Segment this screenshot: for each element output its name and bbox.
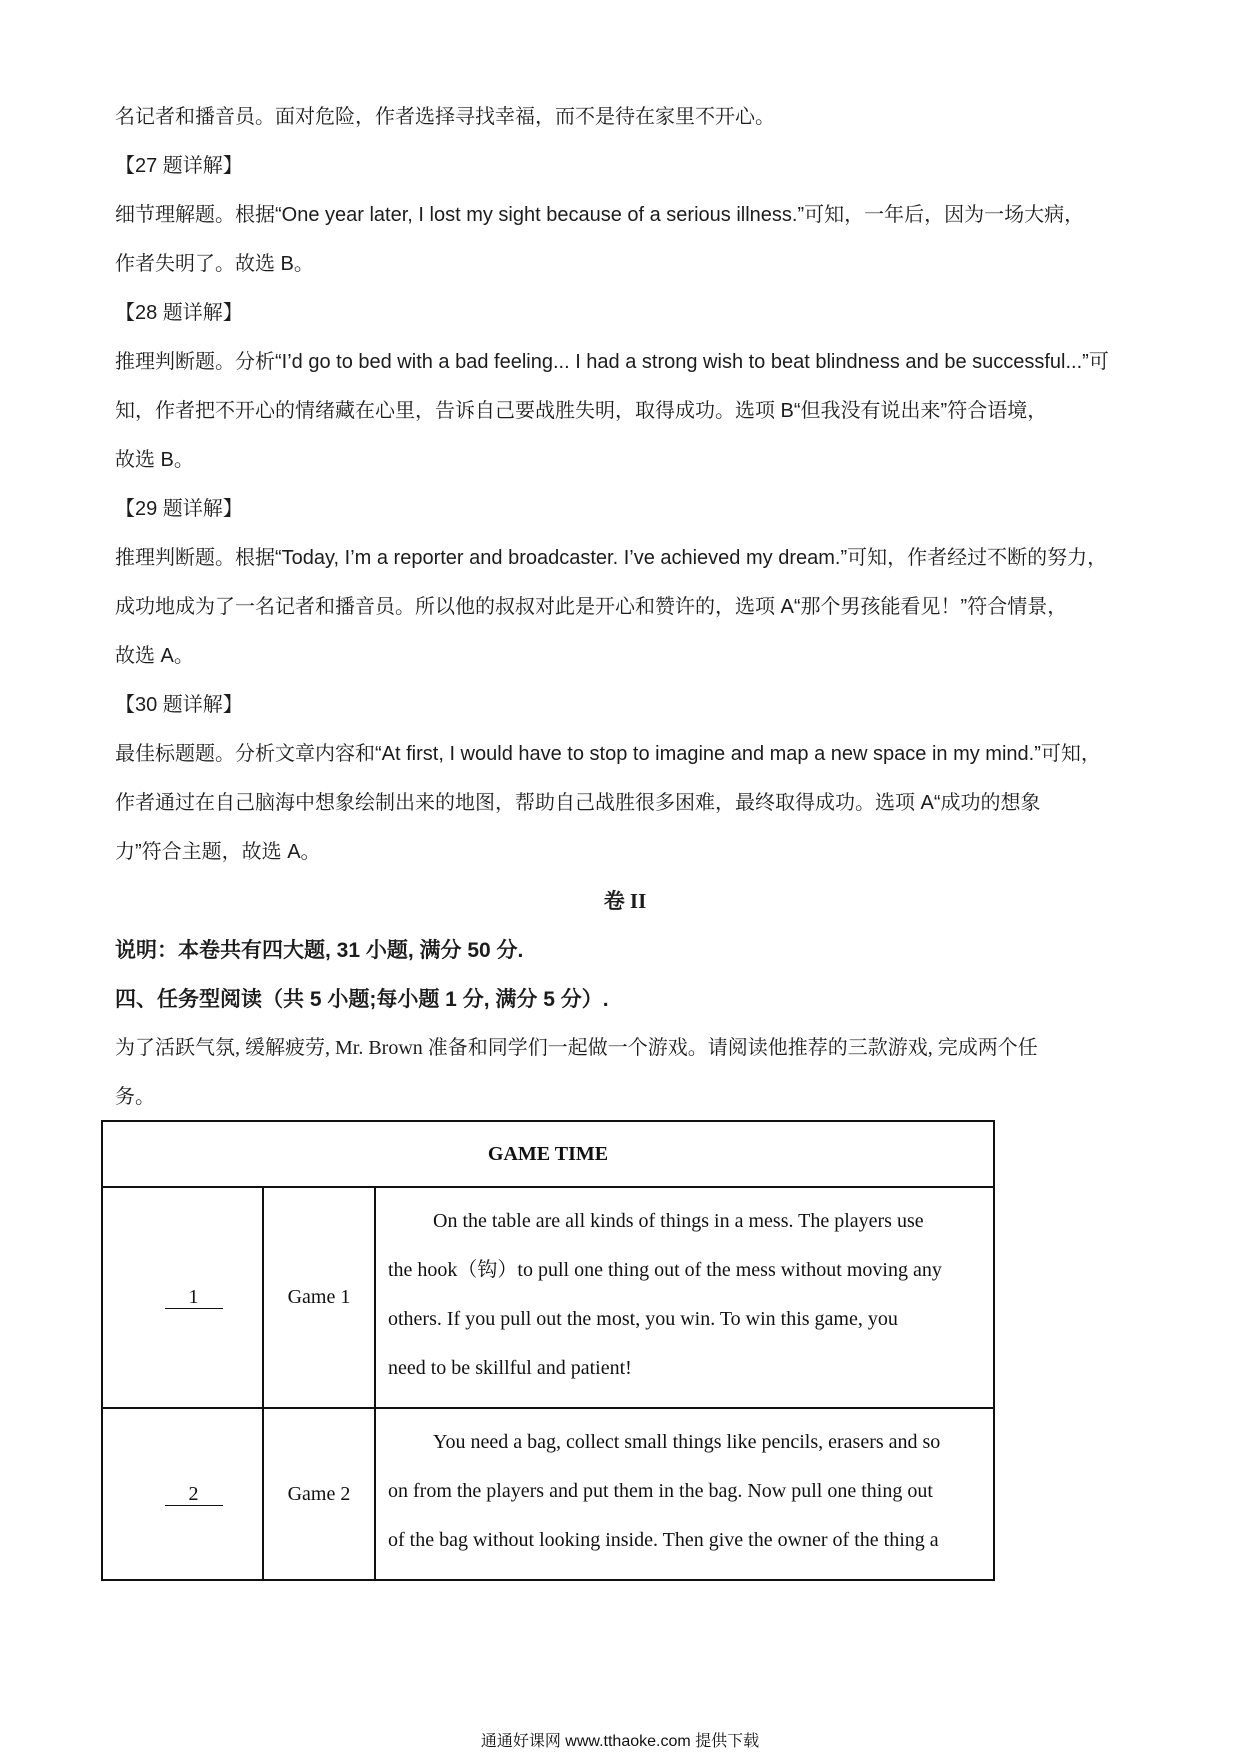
- game-row-2: [102, 1408, 994, 1580]
- answer-blank-1: 1: [165, 1286, 223, 1309]
- explanation-30-line-3: 力”符合主题，故选 A。: [115, 841, 321, 863]
- page-footer: 通通好课网 www.tthaoke.com 提供下载: [480, 1733, 760, 1750]
- game-2-description-line-1: You need a bag, collect small things like pencils, erasers and so: [433, 1431, 941, 1453]
- explanation-heading-29: 【29 题详解】: [115, 498, 243, 520]
- game-1-description-line-1: On the table are all kinds of things in a mess. The players use: [433, 1210, 924, 1232]
- game-name-2: Game 2: [263, 1408, 375, 1580]
- section-title: 卷 II: [603, 889, 647, 913]
- game-table-title: GAME TIME: [102, 1121, 994, 1187]
- game-row-1: [102, 1187, 994, 1408]
- answer-blank-2: 2: [165, 1483, 223, 1506]
- game-1-description-line-3: others. If you pull out the most, you win. To win this game, you: [388, 1308, 898, 1330]
- continued-answer-line: 名记者和播音员。面对危险，作者选择寻找幸福，而不是待在家里不开心。: [115, 106, 775, 128]
- explanation-heading-30: 【30 题详解】: [115, 694, 243, 716]
- explanation-heading-27: 【27 题详解】: [115, 155, 243, 177]
- explanation-heading-28: 【28 题详解】: [115, 302, 243, 324]
- answer-explanations: [115, 93, 1135, 1122]
- explanation-28-line-2: 知，作者把不开心的情绪藏在心里，告诉自己要战胜失明，取得成功。选项 B“但我没有说出来”符合语境，: [115, 400, 1048, 422]
- game-1-description-line-2: the hook（钩）to pull one thing out of the mess without moving any: [388, 1259, 942, 1281]
- explanation-27-line-2: 作者失明了。故选 B。: [115, 253, 314, 275]
- game-1-description-line-4: need to be skillful and patient!: [388, 1357, 632, 1379]
- game-description-2: [375, 1408, 994, 1580]
- game-description-1: [375, 1187, 994, 1408]
- part-four-heading: 四、任务型阅读（共 5 小题;每小题 1 分, 满分 5 分）.: [115, 988, 609, 1011]
- game-name-1: Game 1: [263, 1187, 375, 1408]
- game-table-header-row: [102, 1121, 994, 1187]
- explanation-30-line-1: 最佳标题题。分析文章内容和“At first, I would have to stop to imagine and map a new space in my mind.”可知，: [115, 743, 1101, 765]
- explanation-29-line-1: 推理判断题。根据“Today, I’m a reporter and broadcaster. I’ve achieved my dream.”可知，作者经过不断的努力，: [115, 547, 1108, 569]
- game-table: [101, 1120, 995, 1581]
- game-2-description-line-3: of the bag without looking inside. Then give the owner of the thing a: [388, 1529, 939, 1551]
- explanation-27-line-1: 细节理解题。根据“One year later, I lost my sight because of a serious illness.”可知，一年后，因为一场大病，: [115, 204, 1085, 226]
- explanation-28-line-3: 故选 B。: [115, 449, 194, 471]
- explanation-29-line-3: 故选 A。: [115, 645, 194, 667]
- explanation-29-line-2: 成功地成为了一名记者和播音员。所以他的叔叔对此是开心和赞许的，选项 A“那个男孩能看见！”符合情景，: [115, 596, 1068, 618]
- task-intro-line-1: 为了活跃气氛, 缓解疲劳, Mr. Brown 准备和同学们一起做一个游戏。请阅读他推荐的三款游戏, 完成两个任: [115, 1037, 1038, 1059]
- task-intro-line-2: 务。: [115, 1086, 155, 1108]
- answer-cell-2: [102, 1408, 263, 1580]
- section-instructions: 说明：本卷共有四大题, 31 小题, 满分 50 分.: [115, 939, 524, 962]
- answer-cell-1: [102, 1187, 263, 1408]
- game-2-description-line-2: on from the players and put them in the bag. Now pull one thing out: [388, 1480, 933, 1502]
- explanation-30-line-2: 作者通过在自己脑海中想象绘制出来的地图，帮助自己战胜很多困难，最终取得成功。选项 A“成功的想象: [115, 792, 1041, 814]
- explanation-28-line-1: 推理判断题。分析“I’d go to bed with a bad feeling... I had a strong wish to beat blindness and be successful...”可: [115, 351, 1109, 373]
